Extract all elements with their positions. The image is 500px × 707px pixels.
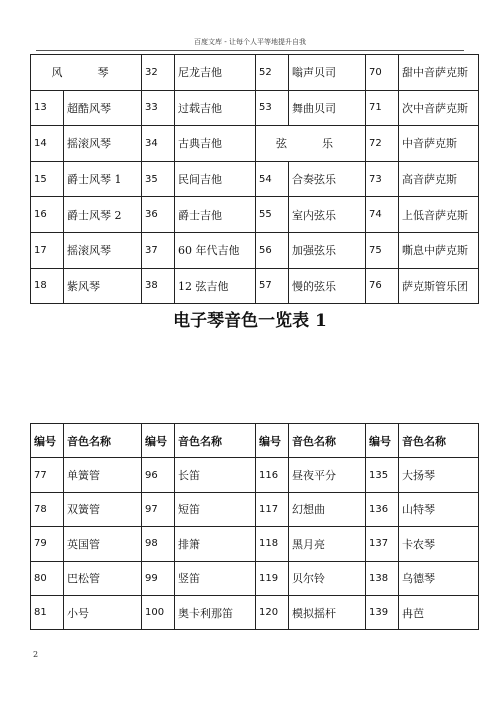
table-row [31,527,479,561]
cell-number: 117 [256,492,289,526]
instrument-table-1 [30,54,479,304]
cell-number: 81 [31,595,64,629]
cell-name: 中音萨克斯 [399,126,479,162]
cell-number: 119 [256,561,289,595]
cell-number: 72 [366,126,399,162]
cell-name: 合奏弦乐 [289,161,366,197]
table-row [31,595,479,629]
table-row [31,126,479,162]
page-header: 百度文库 - 让每个人平等地提升自我 [194,38,306,46]
cell-name: 60 年代吉他 [175,232,256,268]
cell-number: 16 [31,197,64,233]
cell-name: 乌德琴 [399,561,479,595]
cell-name: 奥卡利那笛 [175,595,256,629]
column-header-number: 编号 [366,424,399,458]
table-row [31,232,479,268]
cell-name: 幻想曲 [289,492,366,526]
cell-name: 模拟摇杆 [289,595,366,629]
table-row [31,492,479,526]
cell-number: 13 [31,90,64,126]
cell-number: 35 [142,161,175,197]
cell-number: 15 [31,161,64,197]
cell-number: 54 [256,161,289,197]
column-header-number: 编号 [256,424,289,458]
cell-number: 57 [256,268,289,304]
cell-name: 竖笛 [175,561,256,595]
cell-number: 36 [142,197,175,233]
cell-name: 黑月亮 [289,527,366,561]
cell-name: 萨克斯管乐团 [399,268,479,304]
cell-name: 摇滚风琴 [64,126,142,162]
cell-name: 双簧管 [64,492,142,526]
cell-number: 77 [31,458,64,492]
cell-number: 96 [142,458,175,492]
cell-number: 80 [31,561,64,595]
section-label-organ: 风 琴 [31,55,142,91]
cell-number: 55 [256,197,289,233]
instrument-table-2 [30,423,479,630]
column-header-name: 音色名称 [399,424,479,458]
cell-name: 过载吉他 [175,90,256,126]
cell-number: 32 [142,55,175,91]
cell-name: 昼夜平分 [289,458,366,492]
cell-name: 民间吉他 [175,161,256,197]
cell-number: 53 [256,90,289,126]
cell-name: 上低音萨克斯 [399,197,479,233]
cell-name: 长笛 [175,458,256,492]
cell-name: 小号 [64,595,142,629]
cell-name: 摇滚风琴 [64,232,142,268]
cell-number: 33 [142,90,175,126]
cell-name: 卡农琴 [399,527,479,561]
column-header-number: 编号 [142,424,175,458]
cell-number: 139 [366,595,399,629]
table-row [31,268,479,304]
cell-name: 巴松管 [64,561,142,595]
cell-number: 97 [142,492,175,526]
cell-number: 56 [256,232,289,268]
table-row [31,161,479,197]
cell-number: 18 [31,268,64,304]
cell-number: 74 [366,197,399,233]
header-row [31,424,479,458]
cell-name: 爵士吉他 [175,197,256,233]
table-row [31,197,479,233]
header-rule [36,50,464,51]
page-number: 2 [33,650,39,659]
cell-number: 17 [31,232,64,268]
cell-name: 高音萨克斯 [399,161,479,197]
cell-number: 76 [366,268,399,304]
cell-number: 71 [366,90,399,126]
cell-number: 78 [31,492,64,526]
cell-number: 100 [142,595,175,629]
table-row [31,458,479,492]
cell-number: 70 [366,55,399,91]
cell-name: 次中音萨克斯 [399,90,479,126]
cell-number: 37 [142,232,175,268]
cell-number: 38 [142,268,175,304]
cell-name: 嗡声贝司 [289,55,366,91]
cell-name: 嘶息中萨克斯 [399,232,479,268]
cell-name: 紫风琴 [64,268,142,304]
cell-name: 舞曲贝司 [289,90,366,126]
section-label-strings: 弦 乐 [256,126,366,162]
cell-number: 98 [142,527,175,561]
cell-number: 116 [256,458,289,492]
cell-name: 古典吉他 [175,126,256,162]
cell-name: 室内弦乐 [289,197,366,233]
cell-name: 短笛 [175,492,256,526]
cell-name: 甜中音萨克斯 [399,55,479,91]
cell-name: 单簧管 [64,458,142,492]
cell-number: 52 [256,55,289,91]
cell-number: 136 [366,492,399,526]
column-header-name: 音色名称 [175,424,256,458]
cell-name: 超酷风琴 [64,90,142,126]
cell-name: 排箫 [175,527,256,561]
cell-number: 138 [366,561,399,595]
cell-number: 99 [142,561,175,595]
column-header-number: 编号 [31,424,64,458]
cell-number: 34 [142,126,175,162]
cell-number: 135 [366,458,399,492]
cell-name: 12 弦吉他 [175,268,256,304]
cell-name: 大扬琴 [399,458,479,492]
cell-number: 79 [31,527,64,561]
cell-name: 山特琴 [399,492,479,526]
cell-name: 爵士风琴 2 [64,197,142,233]
cell-number: 118 [256,527,289,561]
cell-name: 尼龙吉他 [175,55,256,91]
column-header-name: 音色名称 [289,424,366,458]
table-row [31,561,479,595]
cell-name: 英国管 [64,527,142,561]
cell-number: 75 [366,232,399,268]
cell-name: 爵士风琴 1 [64,161,142,197]
column-header-name: 音色名称 [64,424,142,458]
cell-name: 贝尔铃 [289,561,366,595]
table-row [31,55,479,91]
cell-name: 慢的弦乐 [289,268,366,304]
cell-number: 73 [366,161,399,197]
cell-name: 冉芭 [399,595,479,629]
cell-number: 14 [31,126,64,162]
cell-number: 137 [366,527,399,561]
table-row [31,90,479,126]
cell-name: 加强弦乐 [289,232,366,268]
cell-number: 120 [256,595,289,629]
table-caption: 电子琴音色一览表 1 [173,311,327,331]
